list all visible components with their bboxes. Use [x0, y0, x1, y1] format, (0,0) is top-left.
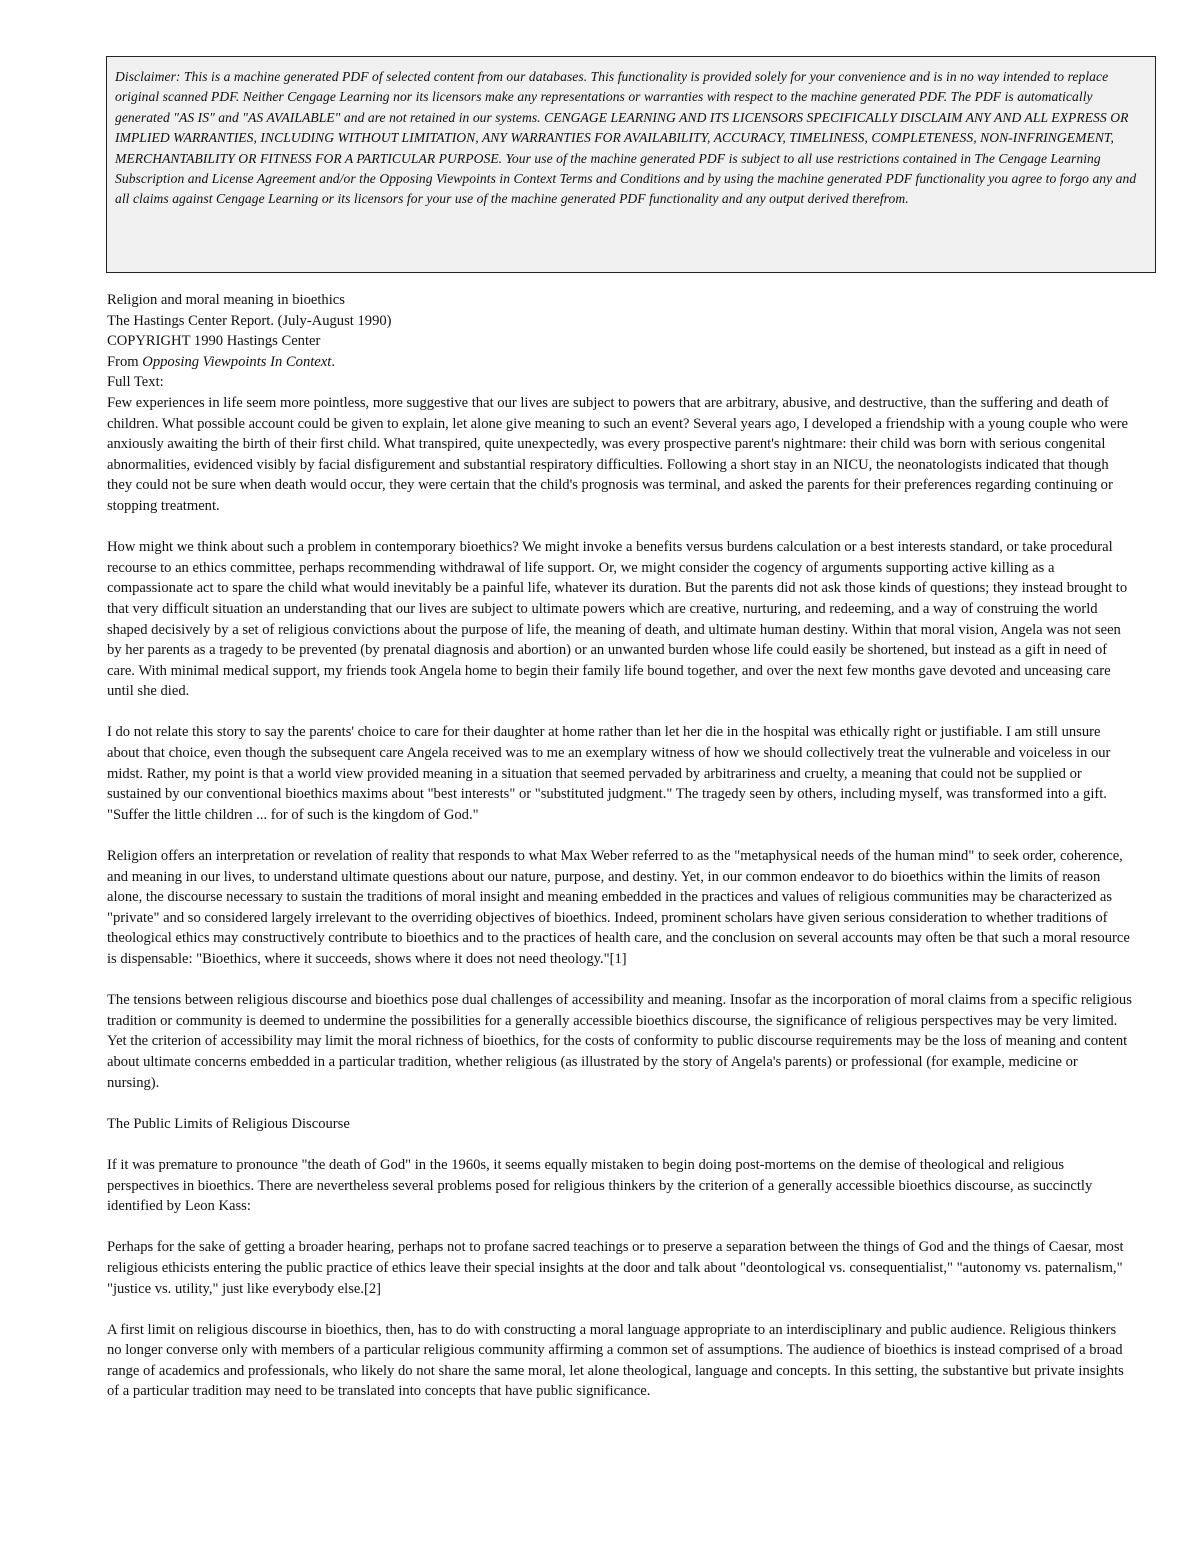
body-paragraph-4: Religion offers an interpretation or revelation of reality that responds to what Max Weber referred to as the "metaphysical needs of the human mind" to seek order, coherence, and meaning in our lives, to understand ultimate questions about our nature, purpose, and destiny. Yet, in our common endeavor to do bioethics within the limits of reason alone, the discourse necessary to sustain the traditions of moral insight and meaning embedded in the practices and values of religious communities may be characterized as "private" and so considered largely irrelevant to the overriding objectives of bioethics. Indeed, prominent scholars have given serious consideration to whether traditions of theological ethics may constructively contribute to bioethics and to the practices of health care, and the conclusion on several accounts may often be that such a moral resource is dispensable: "Bioethics, where it succeeds, shows where it does not need theology."[1] [107, 848, 1130, 967]
source-line [107, 352, 1132, 373]
section-heading: The Public Limits of Religious Discourse [107, 1115, 350, 1132]
publication-line: The Hastings Center Report. (July-August 1990) [107, 312, 392, 329]
disclaimer-box [106, 56, 1156, 273]
source-suffix: . [331, 353, 335, 370]
full-text-label: Full Text: [107, 374, 164, 391]
disclaimer-text: Disclaimer: This is a machine generated PDF of selected content from our databases. This functionality is provided solely for your convenience and is in no way intended to replace original scanned PDF. Neither Cengage Learning nor its licensors make any representations or warranties with respect to the machine generated PDF. The PDF is automatically generated "AS IS" and "AS AVAILABLE" and are not retained in our systems. CENGAGE LEARNING AND ITS LICENSORS SPECIFICALLY DISCLAIM ANY AND ALL EXPRESS OR IMPLIED WARRANTIES, INCLUDING WITHOUT LIMITATION, ANY WARRANTIES FOR AVAILABILITY, ACCURACY, TIMELINESS, COMPLETENESS, NON-INFRINGEMENT, MERCHANTABILITY OR FITNESS FOR A PARTICULAR PURPOSE. Your use of the machine generated PDF is subject to all use restrictions contained in The Cengage Learning Subscription and License Agreement and/or the Opposing Viewpoints in Context Terms and Conditions and by using the machine generated PDF functionality you agree to forgo any and all claims against Cengage Learning or its licensors for your use of the machine generated PDF functionality and any output derived therefrom. [115, 69, 1137, 207]
source-title: Opposing Viewpoints In Context [142, 353, 332, 370]
body-paragraph-5: The tensions between religious discourse and bioethics pose dual challenges of accessibility and meaning. Insofar as the incorporation of moral claims from a specific religious tradition or community is deemed to undermine the possibilities for a generally accessible bioethics discourse, the significance of religious perspectives may be very limited. Yet the criterion of accessibility may limit the moral richness of bioethics, for the costs of conformity to public discourse requirements may be the loss of meaning and content about ultimate concerns embedded in a particular tradition, whether religious (as illustrated by the story of Angela's parents) or professional (for example, medicine or nursing). [107, 992, 1132, 1091]
copyright-line: COPYRIGHT 1990 Hastings Center [107, 333, 321, 350]
body-paragraph-3: I do not relate this story to say the parents' choice to care for their daughter at home rather than let her die in the hospital was ethically right or justifiable. I am still unsure about that choice, even though the subsequent care Angela received was to me an exemplary witness of how we should collectively treat the vulnerable and voiceless in our midst. Rather, my point is that a world view provided meaning in a situation that seemed pervaded by arbitrariness and cruelty, a meaning that could not be supplied or sustained by our conventional bioethics maxims about "best interests" or "substituted judgment." The tragedy seen by others, including myself, was transformed into a gift. "Suffer the little children ... for of such is the kingdom of God." [107, 724, 1111, 823]
body-paragraph-8: A first limit on religious discourse in bioethics, then, has to do with constructing a moral language appropriate to an interdisciplinary and public audience. Religious thinkers no longer converse only with members of a particular religious community affirming a common set of assumptions. The audience of bioethics is instead comprised of a broad range of academics and professionals, who likely do not share the same moral, let alone theological, language and concepts. In this setting, the substantive but private insights of a particular tradition may need to be translated into concepts that have public significance. [107, 1321, 1124, 1400]
body-paragraph-2: How might we think about such a problem in contemporary bioethics? We might invoke a benefits versus burdens calculation or a best interests standard, or take procedural recourse to an ethics committee, perhaps recommending withdrawal of life support. Or, we might consider the cogency of arguments supporting active killing as a compassionate act to spare the child what would inevitably be a painful life, whatever its duration. But the parents did not ask those kinds of questions; they instead brought to that very difficult situation an understanding that our lives are subject to ultimate powers which are creative, nurturing, and redeeming, and a way of construing the world shaped decisively by a set of religious convictions about the purpose of life, the meaning of death, and ultimate human destiny. Within that moral vision, Angela was not seen by her parents as a tragedy to be prevented (by prenatal diagnosis and abortion) or an unwanted burden whose life could easily be shortened, but instead as a gift in need of care. With minimal medical support, my friends took Angela home to begin their family life bound together, and over the next few months gave devoted and unceasing care until she died. [107, 539, 1128, 700]
source-prefix: From [107, 353, 143, 370]
body-paragraph-1: Few experiences in life seem more pointless, more suggestive that our lives are subject to powers that are arbitrary, abusive, and destructive, than the suffering and death of children. What possible account could be given to explain, let alone give meaning to such an event? Several years ago, I developed a friendship with a young couple who were anxiously awaiting the birth of their first child. What transpired, quite unexpectedly, was every prospective parent's nightmare: their child was born with serious congenital abnormalities, evidenced visibly by facial disfigurement and substantial respiratory difficulties. Following a short stay in an NICU, the neonatologists indicated that though they could not be sure when death would occur, they were certain that the child's prognosis was terminal, and asked the parents for their preferences regarding continuing or stopping treatment. [107, 394, 1128, 514]
block-quote: Perhaps for the sake of getting a broader hearing, perhaps not to profane sacred teachings or to preserve a separation between the things of God and the things of Caesar, most religious ethicists entering the public practice of ethics leave their special insights at the door and talk about "deontological vs. consequentialist," "autonomy vs. paternalism," "justice vs. utility," just like everybody else.[2] [107, 1239, 1124, 1297]
body-paragraph-6: If it was premature to pronounce "the death of God" in the 1960s, it seems equally mistaken to begin doing post-mortems on the demise of theological and religious perspectives in bioethics. There are nevertheless several problems posed for religious thinkers by the criterion of a generally accessible bioethics discourse, as succinctly identified by Leon Kass: [107, 1156, 1093, 1215]
article-title: Religion and moral meaning in bioethics [107, 292, 345, 308]
article-content [107, 290, 1132, 1402]
